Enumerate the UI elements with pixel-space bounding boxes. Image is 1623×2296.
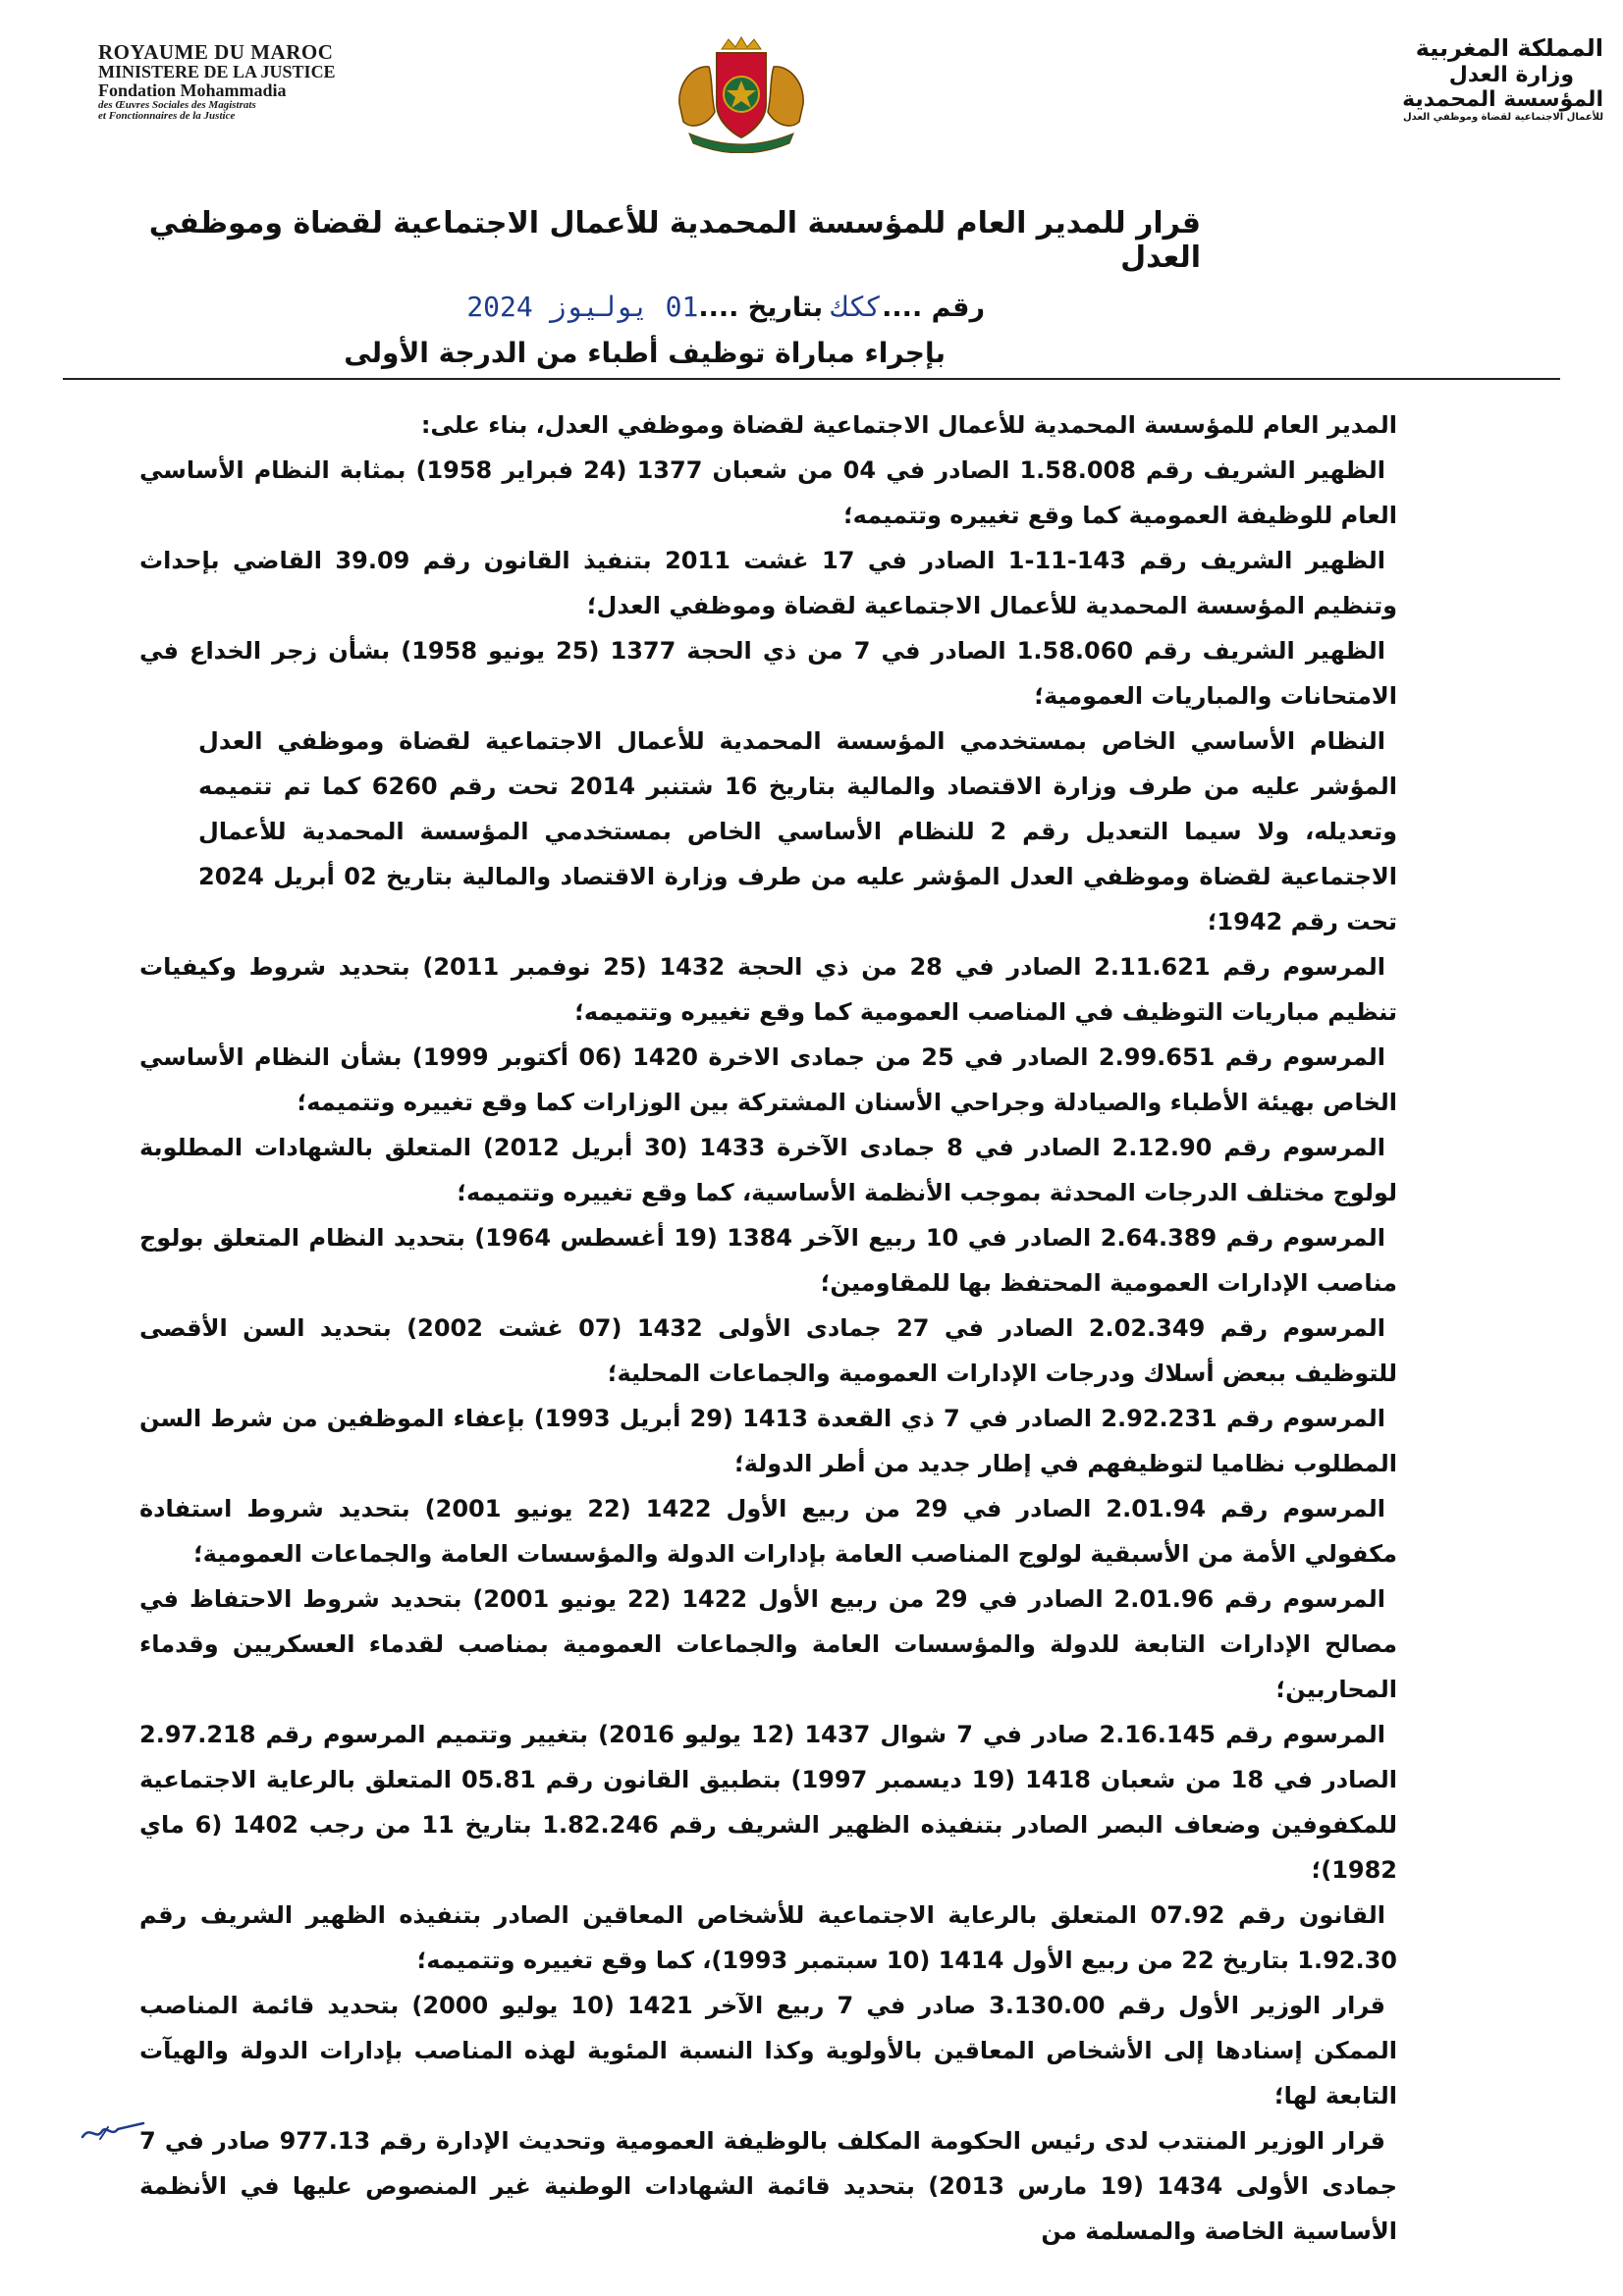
title-divider [63, 378, 1560, 380]
body-paragraph: المرسوم رقم 2.16.145 صادر في 7 شوال 1437 (12 يوليو 2016) بتغيير وتتميم المرسوم رقم 2.97.218 الصادر في 18 من شعبان 1418 (19 ديسمبر 1997) بتطبيق القانون رقم 05.81 المتعلق بالرعاية الاجتماعية للمكفوفين وضعاف البصر الصادر بتنفيذه الظهير الشريف رقم 1.82.246 بتاريخ 11 من رجب 1402 (6 ماي 1982)؛ [139, 1721, 1398, 1884]
signature-initials-icon [79, 2115, 147, 2145]
body-paragraph: قرار الوزير المنتدب لدى رئيس الحكومة المكلف بالوظيفة العمومية وتحديث الإدارة رقم 977.13 صادر في 7 جمادى الأولى 1434 (19 مارس 2013) بتحديد قائمة الشهادات الوطنية غير المنصوص عليها في الأنظمة الأساسية الخاصة والمسلمة من [139, 2127, 1398, 2245]
header-kingdom-ar: المملكة المغربية [1415, 34, 1603, 62]
decision-title-block [98, 206, 1525, 369]
date-day: 01 [665, 291, 699, 323]
header-foundation-line1: des Œuvres Sociales des Magistrats [98, 98, 256, 111]
body-paragraph: قرار الوزير الأول رقم 3.130.00 صادر في 7 ربيع الآخر 1421 (10 يوليو 2000) بتحديد قائمة المناصب الممكن إسنادها إلى الأشخاص المعاقين بالأولوية وكذا النسبة المئوية لهذه المناصب بإدارات الدولة والهيآت التابعة لها؛ [139, 1992, 1397, 2109]
date-year: 2024 [466, 291, 533, 323]
reference-number: ككك [832, 291, 883, 323]
header-foundation-ar: المؤسسة المحمدية [1402, 86, 1603, 112]
header-foundation: Fondation Mohammadia [98, 80, 287, 100]
body-paragraph: القانون رقم 07.92 المتعلق بالرعاية الاجتماعية للأشخاص المعاقين الصادر بتنفيذه الظهير الشريف رقم 1.92.30 بتاريخ 22 من ربيع الأول 1414 (10 سبتمبر 1993)، كما وقع تغييره وتتميمه؛ [139, 1901, 1397, 1974]
reference-label: رقم .... [882, 293, 985, 323]
header-right-arabic [1368, 35, 1603, 124]
header-foundation-sub-ar: للأعمال الاجتماعية لقضاة وموظفي العدل [1403, 112, 1603, 124]
body-paragraph: المرسوم رقم 2.11.621 الصادر في 28 من ذي الحجة 1432 (25 نوفمبر 2011) بتحديد شروط وكيفيات تنظيم مباريات التوظيف في المناصب العمومية كما وقع تغييره وتتميمه؛ [139, 953, 1397, 1026]
decision-reference [98, 291, 1525, 323]
header-foundation-line2: et Fonctionnaires de la Justice [98, 110, 236, 123]
body-intro: المدير العام للمؤسسة المحمدية للأعمال الاجتماعية لقضاة وموظفي العدل، بناء على: [420, 411, 1397, 439]
decision-subtitle: بإجراء مباراة توظيف أطباء من الدرجة الأولى [344, 337, 946, 369]
body-paragraph: المرسوم رقم 2.64.389 الصادر في 10 ربيع الآخر 1384 (19 أغسطس 1964) بتحديد النظام المتعلق بولوج مناصب الإدارات العمومية المحتفظ بها للمقاومين؛ [139, 1224, 1397, 1297]
body-paragraph: المرسوم رقم 2.01.96 الصادر في 29 من ربيع الأول 1422 (22 يونيو 2001) بتحديد شروط الاحتفاظ في مصالح الإدارات التابعة للدولة والمؤسسات العامة والجماعات العمومية بمناصب لقدماء العسكريين وقدماء المحاربين؛ [139, 1585, 1397, 1703]
header-ministry: MINISTERE DE LA JUSTICE [98, 62, 336, 82]
header-left-french [98, 41, 373, 123]
decision-body [139, 402, 1397, 2254]
body-paragraph: النظام الأساسي الخاص بمستخدمي المؤسسة المحمدية للأعمال الاجتماعية لقضاة وموظفي العدل المؤشر عليه من طرف وزارة الاقتصاد والمالية بتاريخ 16 شتنبر 2014 تحت رقم 6260 كما تم تتميمه وتعديله، ولا سيما التعديل رقم 2 للنظام الأساسي الخاص بمستخدمي المؤسسة المحمدية للأعمال الاجتماعية لقضاة وموظفي العدل المؤشر عليه من طرف وزارة الاقتصاد والمالية بتاريخ 02 أبريل 2024 تحت رقم 1942؛ [198, 727, 1397, 935]
body-paragraph: الظهير الشريف رقم 143-11-1 الصادر في 17 غشت 2011 بتنفيذ القانون رقم 39.09 القاضي بإحداث وتنظيم المؤسسة المحمدية للأعمال الاجتماعية لقضاة وموظفي العدل؛ [139, 547, 1397, 619]
body-paragraph: المرسوم رقم 2.02.349 الصادر في 27 جمادى الأولى 1432 (07 غشت 2002) بتحديد السن الأقصى للتوظيف ببعض أسلاك ودرجات الإدارات العمومية والجماعات المحلية؛ [139, 1314, 1397, 1387]
body-paragraph: المرسوم رقم 2.99.651 الصادر في 25 من جمادى الاخرة 1420 (06 أكتوبر 1999) بشأن النظام الأساسي الخاص بهيئة الأطباء والصيادلة وجراحي الأسنان المشتركة بين الوزارات كما وقع تغييره وتتميمه؛ [139, 1043, 1397, 1116]
body-paragraph: الظهير الشريف رقم 1.58.008 الصادر في 04 من شعبان 1377 (24 فبراير 1958) بمثابة النظام الأساسي العام للوظيفة العمومية كما وقع تغييره وتتميمه؛ [139, 456, 1397, 529]
body-paragraph: المرسوم رقم 2.12.90 الصادر في 8 جمادى الآخرة 1433 (30 أبريل 2012) المتعلق بالشهادات المطلوبة لولوج مختلف الدرجات المحدثة بموجب الأنظمة الأساسية، كما وقع تغييره وتتميمه؛ [139, 1134, 1397, 1206]
body-paragraph: المرسوم رقم 2.01.94 الصادر في 29 من ربيع الأول 1422 (22 يونيو 2001) بتحديد شروط استفادة مكفولي الأمة من الأسبقية لولوج المناصب العامة بإدارات الدولة والمؤسسات العامة والجماعات العمومية؛ [139, 1495, 1397, 1568]
decision-title: قرار للمدير العام للمؤسسة المحمدية للأعمال الاجتماعية لقضاة وموظفي العدل [148, 206, 1201, 275]
coat-of-arms-icon [668, 35, 815, 153]
body-paragraph: الظهير الشريف رقم 1.58.060 الصادر في 7 من ذي الحجة 1377 (25 يونيو 1958) بشأن زجر الخداع في الامتحانات والمباريات العمومية؛ [139, 637, 1397, 710]
date-label: بتاريخ .... [698, 293, 833, 323]
body-paragraph: المرسوم رقم 2.92.231 الصادر في 7 ذي القعدة 1413 (29 أبريل 1993) بإعفاء الموظفين من شرط السن المطلوب نظاميا لتوظيفهم في إطار جديد من أطر الدولة؛ [139, 1405, 1397, 1477]
header-kingdom: ROYAUME DU MAROC [98, 40, 334, 64]
header-ministry-ar: وزارة العدل [1448, 62, 1574, 87]
date-month: يوليوز [532, 291, 666, 323]
